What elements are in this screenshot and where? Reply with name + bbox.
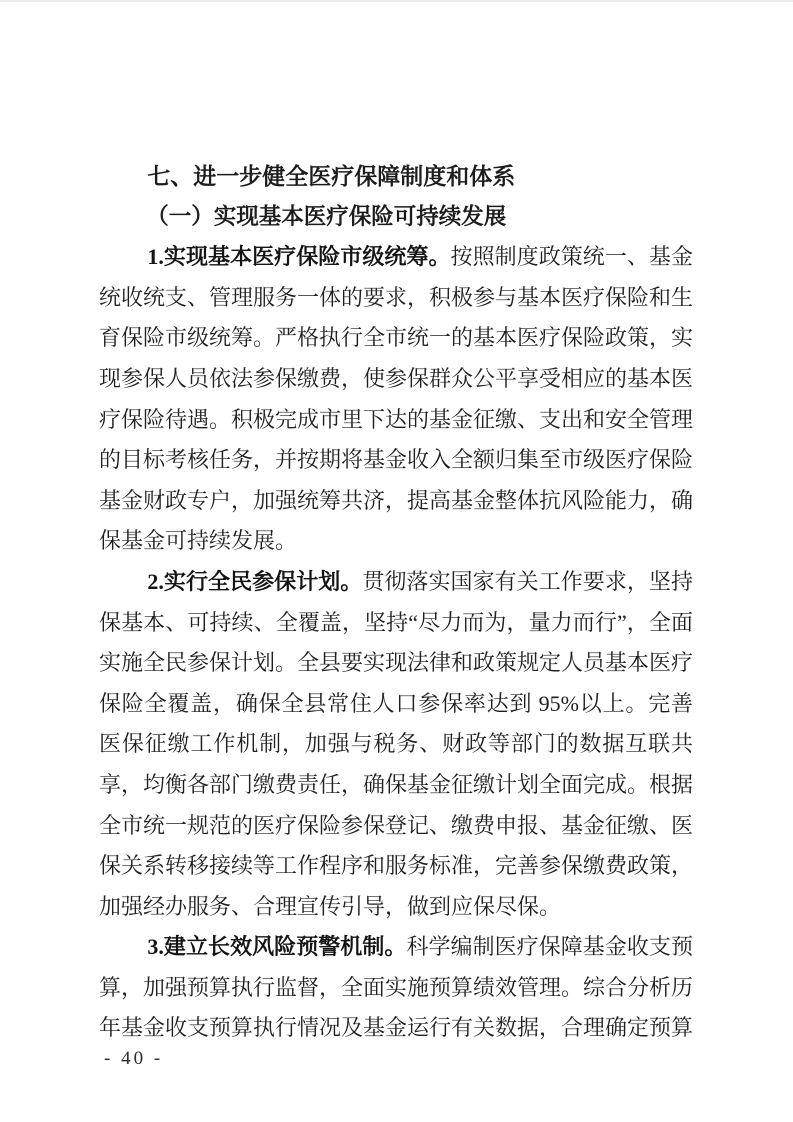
paragraph-1-lead: 1.实现基本医疗保险市级统筹。 [147, 244, 451, 270]
paragraph-2-lead: 2.实行全民参保计划。 [147, 568, 363, 594]
document-content [99, 156, 693, 1049]
paragraph-3-lead: 3.建立长效风险预警机制。 [147, 934, 407, 960]
paragraph-2 [99, 562, 693, 927]
section-heading: 七、进一步健全医疗保障制度和体系 [147, 163, 516, 189]
paragraph-2-body: 贯彻落实国家有关工作要求，坚持保基本、可持续、全覆盖，坚持“尽力而为，量力而行”，全面实施全民参保计划。全县要实现法律和政策规定人员基本医疗保险全覆盖，确保全县常住人口参保率达到 95%以上。完善医保征缴工作机制，加强与税务、财政等部门的数据互联共享，均衡各部门缴费责任，确保基金征缴计划全面完成。根据全市统一规范的医疗保险参保登记、缴费申报、基金征缴、医保关系转移接续等工作程序和服务标准，完善参保缴费政策，加强经办服务、合理宣传引导，做到应保尽保。 [99, 568, 694, 919]
paragraph-1-body: 按照制度政策统一、基金统收统支、管理服务一体的要求，积极参与基本医疗保险和生育保险市级统筹。严格执行全市统一的基本医疗保险政策，实现参保人员依法参保缴费，使参保群众公平享受相应的基本医疗保险待遇。积极完成市里下达的基金征缴、支出和安全管理的目标考核任务，并按期将基金收入全额归集至市级医疗保险基金财政专户，加强统筹共济，提高基金整体抗风险能力，确保基金可持续发展。 [99, 244, 694, 554]
page-number: - 40 - [104, 1048, 164, 1069]
paragraph-1 [99, 237, 693, 562]
subsection-heading: （一）实现基本医疗保险可持续发展 [146, 203, 507, 229]
paragraph-3-body: 科学编制医疗保障基金收支预算，加强预算执行监督，全面实施预算绩效管理。综合分析历年基金收支预算执行情况及基金运行有关数据，合理确定预算 [99, 934, 694, 1041]
paragraph-3 [99, 927, 693, 1049]
